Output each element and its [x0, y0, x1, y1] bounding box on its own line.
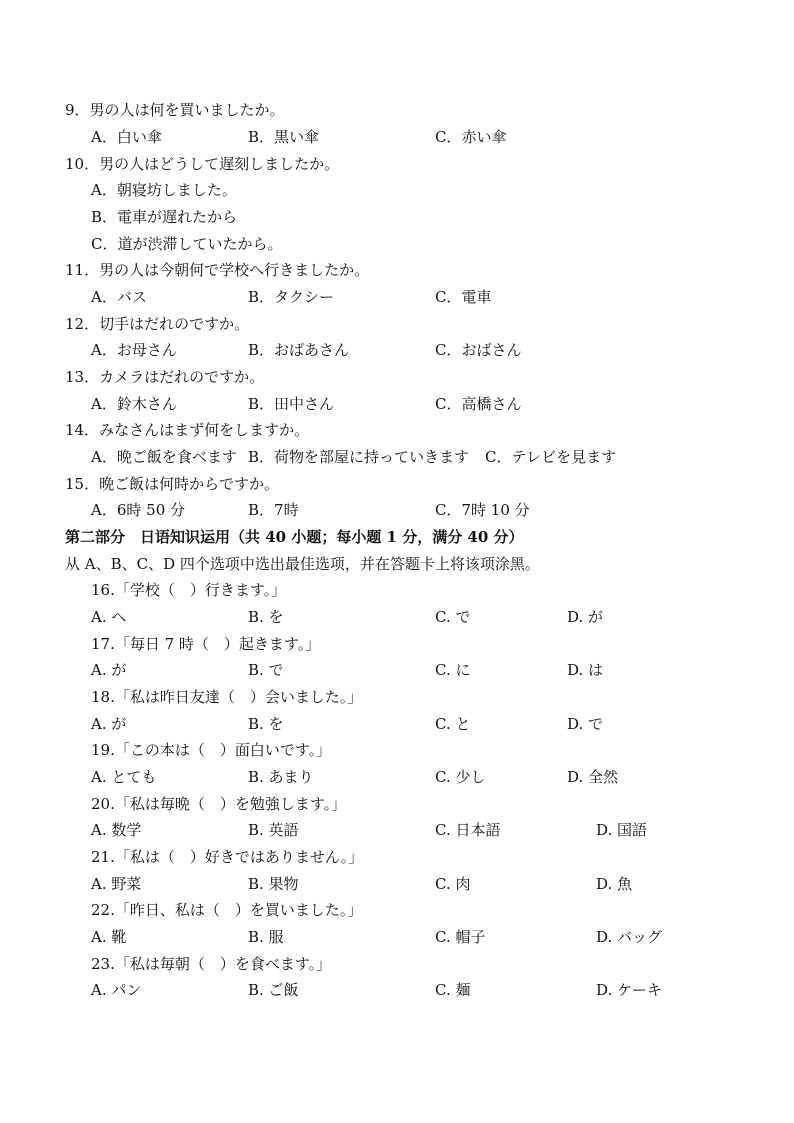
question-14: 14．みなさんはまず何をしますか。	[65, 421, 310, 439]
option-15c: C．7時 10 分	[435, 501, 530, 519]
option-14a: A．晩ご飯を食べます	[91, 448, 237, 466]
option-17c: C. に	[435, 661, 471, 679]
option-22a: A. 靴	[91, 928, 127, 946]
option-17b: B. で	[248, 661, 284, 679]
option-19d: D. 全然	[567, 768, 619, 786]
question-23: 23.「私は毎朝（ ）を食べます。」	[91, 955, 332, 973]
question-18: 18.「私は昨日友達（ ）会いました。」	[91, 688, 363, 706]
option-20d: D. 国語	[596, 821, 648, 839]
option-23c: C. 麺	[435, 981, 471, 999]
question-11: 11．男の人は今朝何で学校へ行きましたか。	[65, 261, 370, 279]
question-15: 15．晩ご飯は何時からですか。	[65, 475, 279, 493]
question-21: 21.「私は（ ）好きではありません。」	[91, 848, 364, 866]
option-10a: A．朝寝坊しました。	[91, 181, 237, 199]
option-21d: D. 魚	[596, 875, 633, 893]
option-18d: D. で	[567, 715, 604, 733]
option-13a: A．鈴木さん	[91, 395, 177, 413]
option-22c: C. 帽子	[435, 928, 486, 946]
option-21a: A. 野菜	[91, 875, 142, 893]
option-11b: B．タクシー	[248, 288, 335, 306]
question-10: 10．男の人はどうして遅刻しましたか。	[65, 155, 340, 173]
option-11c: C．電車	[435, 288, 492, 306]
option-9c: C．赤い傘	[435, 128, 507, 146]
section-instruction: 从 A、B、C、D 四个选项中选出最佳选项，并在答题卡上将该项涂黑。	[65, 555, 540, 573]
option-14b: B．荷物を部屋に持っていきます	[248, 448, 470, 466]
option-23a: A. パン	[91, 981, 142, 999]
option-18a: A. が	[91, 715, 127, 733]
option-10b: B．電車が遅れたから	[91, 208, 238, 226]
option-16a: A. へ	[91, 608, 127, 626]
option-21b: B. 果物	[248, 875, 299, 893]
option-19c: C. 少し	[435, 768, 486, 786]
section-heading: 第二部分 日语知识运用（共 40 小题；每小题 1 分，满分 40 分）	[65, 528, 524, 546]
option-20c: C. 日本語	[435, 821, 501, 839]
option-10c: C．道が渋滞していたから。	[91, 235, 283, 253]
option-19b: B. あまり	[248, 768, 314, 786]
option-11a: A．バス	[91, 288, 147, 306]
option-9b: B．黒い傘	[248, 128, 320, 146]
option-16b: B. を	[248, 608, 284, 626]
option-19a: A. とても	[91, 768, 157, 786]
option-20b: B. 英語	[248, 821, 299, 839]
option-16c: C. で	[435, 608, 471, 626]
option-17a: A. が	[91, 661, 127, 679]
question-9: 9．男の人は何を買いましたか。	[65, 101, 285, 119]
option-23d: D. ケーキ	[596, 981, 663, 999]
option-15a: A．6時 50 分	[91, 501, 185, 519]
question-13: 13．カメラはだれのですか。	[65, 368, 265, 386]
option-12c: C．おばさん	[435, 341, 522, 359]
option-15b: B．7時	[248, 501, 299, 519]
question-20: 20.「私は毎晩（ ）を勉強します。」	[91, 795, 347, 813]
option-13b: B．田中さん	[248, 395, 335, 413]
question-16: 16.「学校（ ）行きます。」	[91, 581, 287, 599]
option-12a: A．お母さん	[91, 341, 177, 359]
option-9a: A．白い傘	[91, 128, 162, 146]
question-12: 12．切手はだれのですか。	[65, 315, 250, 333]
question-19: 19.「この本は（ ）面白いです。」	[91, 741, 332, 759]
option-14c: C．テレビを見ます	[485, 448, 617, 466]
question-22: 22.「昨日、私は（ ）を買いました。」	[91, 901, 363, 919]
option-20a: A. 数学	[91, 821, 142, 839]
option-22d: D. バッグ	[596, 928, 663, 946]
option-17d: D. は	[567, 661, 604, 679]
option-22b: B. 服	[248, 928, 284, 946]
question-17: 17.「毎日 7 時（ ）起きます。」	[91, 635, 321, 653]
option-21c: C. 肉	[435, 875, 471, 893]
option-12b: B．おばあさん	[248, 341, 350, 359]
option-13c: C．高橋さん	[435, 395, 522, 413]
option-23b: B. ご飯	[248, 981, 299, 999]
option-16d: D. が	[567, 608, 604, 626]
option-18b: B. を	[248, 715, 284, 733]
option-18c: C. と	[435, 715, 471, 733]
